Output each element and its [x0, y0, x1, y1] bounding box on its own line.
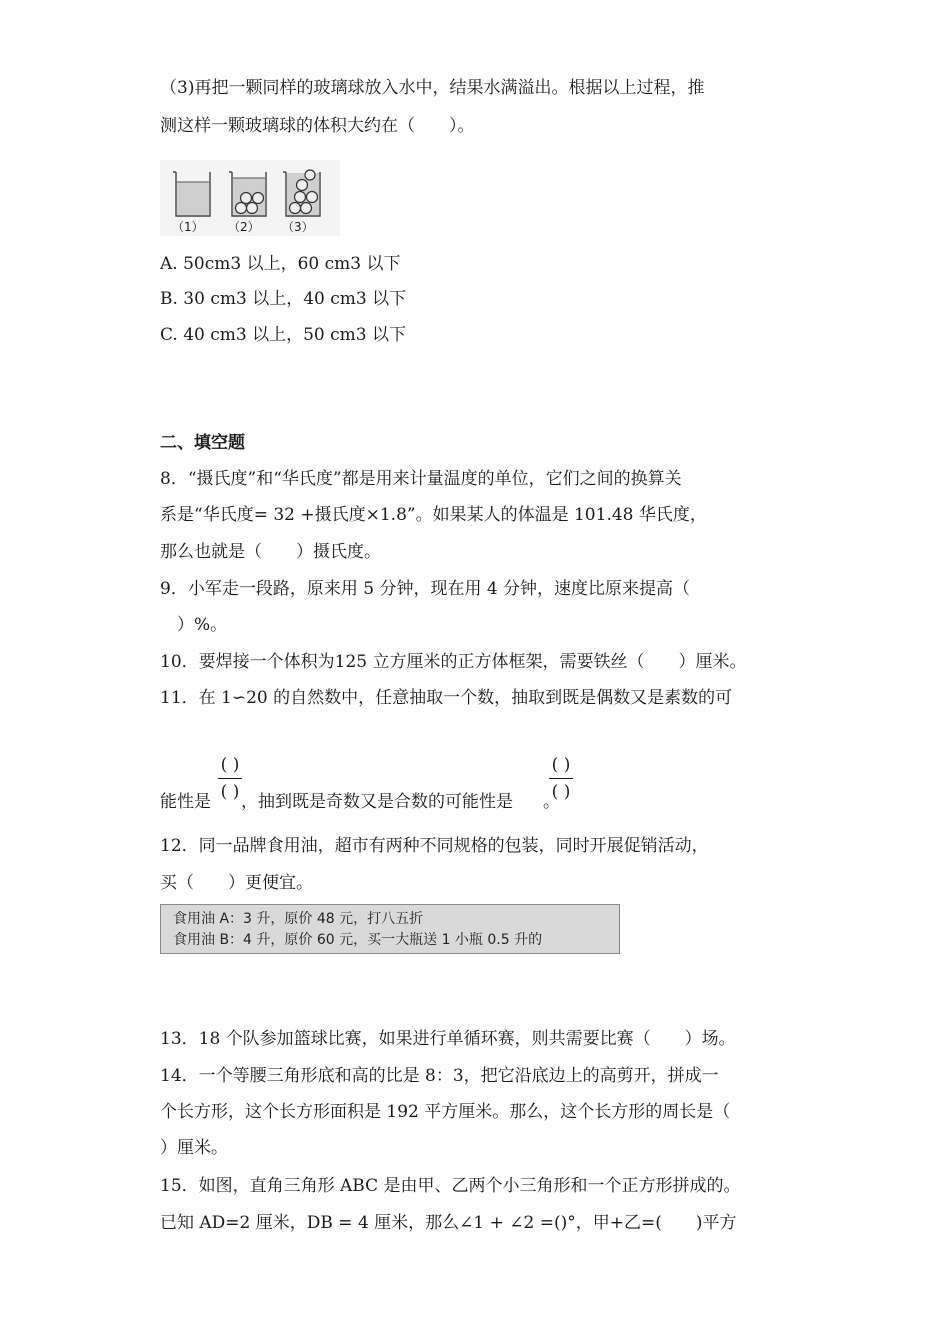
- beakers-figure: [160, 160, 340, 236]
- figure-label-2: （2）: [228, 220, 260, 234]
- q7-line-1: （3)再把一颗同样的玻璃球放入水中，结果水满溢出。根据以上过程，推: [160, 78, 705, 98]
- beaker-1: [173, 172, 210, 216]
- q7-line-2: 测这样一颗玻璃球的体积大约在（ ）。: [160, 116, 475, 136]
- figure-label-1: （1）: [172, 220, 204, 234]
- q8-line-3: 那么也就是（ ）摄氏度。: [160, 542, 381, 562]
- beaker-2: [229, 172, 266, 216]
- section-heading: 二、填空题: [160, 433, 245, 453]
- q14-line-3: ）厘米。: [160, 1138, 228, 1158]
- q7-option-a: A. 50cm3 以上，60 cm3 以下: [160, 254, 401, 274]
- q8-line-2: 系是“华氏度= 32 +摄氏度×1.8”。如果某人的体温是 101.48 华氏度，: [160, 505, 707, 525]
- q12-line-1: 12．同一品牌食用油，超市有两种不同规格的包装，同时开展促销活动，: [160, 836, 709, 856]
- q11-text-part-1: 能性是: [160, 792, 211, 812]
- q15-line-1: 15．如图，直角三角形 ABC 是由甲、乙两个小三角形和一个正方形拼成的。: [160, 1176, 741, 1196]
- q11-line-1: 11．在 1∽20 的自然数中，任意抽取一个数，抽取到既是偶数又是素数的可: [160, 688, 733, 708]
- q11-text-part-2: ，抽到既是奇数又是合数的可能性是: [241, 792, 513, 812]
- fraction-bar: [549, 778, 573, 779]
- figure-label-3: （3）: [282, 220, 314, 234]
- fraction-numerator: ( ): [220, 755, 240, 775]
- q9-line-1: 9．小军走一段路，原来用 5 分钟，现在用 4 分钟，速度比原来提高（: [160, 579, 691, 599]
- q11-text-part-3: 。: [543, 792, 560, 812]
- q10-line-1: 10．要焊接一个体积为125 立方厘米的正方体框架，需要铁丝（ ）厘米。: [160, 652, 747, 672]
- q13-line-1: 13．18 个队参加篮球比赛，如果进行单循环赛，则共需要比赛（ ）场。: [160, 1029, 736, 1049]
- q14-line-1: 14．一个等腰三角形底和高的比是 8：3，把它沿底边上的高剪开，拼成一: [160, 1066, 719, 1086]
- oil-a-row: 食用油 A：3 升，原价 48 元，打八五折: [173, 911, 424, 927]
- q7-option-b: B. 30 cm3 以上，40 cm3 以下: [160, 289, 407, 309]
- fraction-denominator: ( ): [220, 782, 240, 802]
- q15-line-2: 已知 AD=2 厘米，DB = 4 厘米，那么∠1 + ∠2 =()°，甲+乙=( )平方: [160, 1213, 737, 1233]
- fraction-bar: [218, 778, 242, 779]
- q12-line-2: 买（ ）更便宜。: [160, 873, 313, 893]
- oil-promo-box: [160, 904, 620, 954]
- q14-line-2: 个长方形，这个长方形面积是 192 平方厘米。那么，这个长方形的周长是（: [160, 1102, 731, 1122]
- oil-b-row: 食用油 B：4 升，原价 60 元，买一大瓶送 1 小瓶 0.5 升的: [173, 932, 543, 948]
- beaker-3: [283, 170, 320, 216]
- fraction-numerator: ( ): [551, 755, 571, 775]
- fraction-denominator: ( ): [551, 782, 571, 802]
- fraction-blank-1: [218, 754, 242, 803]
- fraction-blank-2: [549, 754, 573, 803]
- q9-line-2: ）%。: [160, 615, 228, 635]
- q7-option-c: C. 40 cm3 以上，50 cm3 以下: [160, 325, 407, 345]
- q8-line-1: 8．“摄氏度”和“华氏度”都是用来计量温度的单位，它们之间的换算关: [160, 469, 682, 489]
